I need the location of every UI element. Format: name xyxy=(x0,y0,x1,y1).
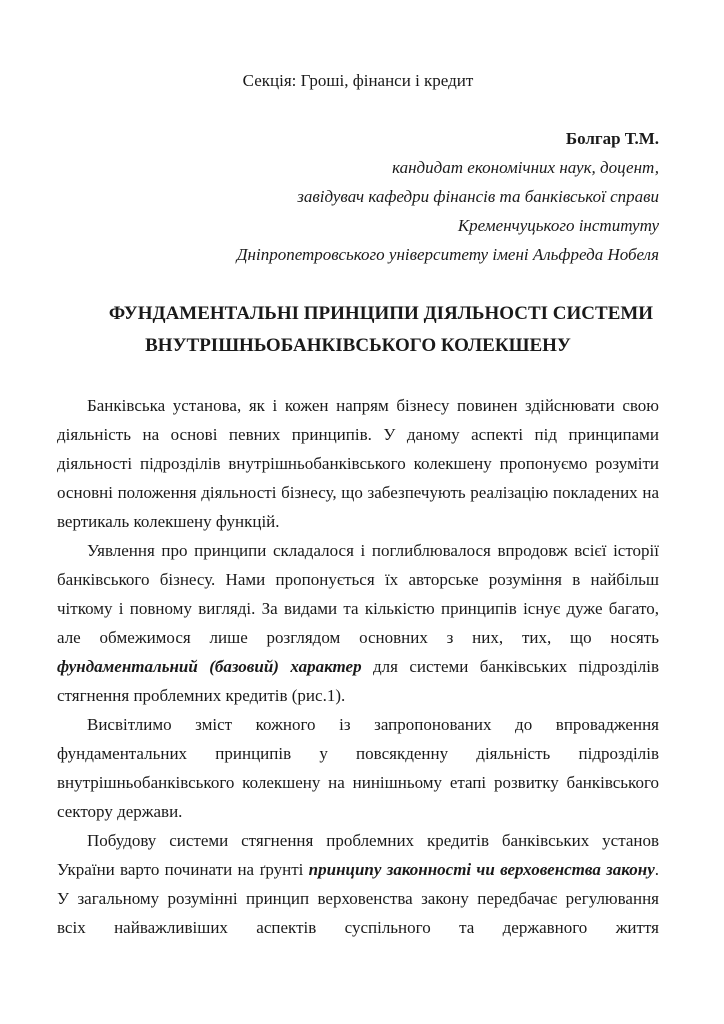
blank-line xyxy=(57,362,659,391)
paragraph-text: для системи банківських підрозділів стягнення проблемних кредитів (рис.1). xyxy=(57,657,659,705)
author-block xyxy=(57,124,659,269)
document-title: ФУНДАМЕНТАЛЬНІ ПРИНЦИПИ ДІЯЛЬНОСТІ СИСТЕМИ ВНУТРІШНЬОБАНКІВСЬКОГО КОЛЕКШЕНУ xyxy=(108,303,654,356)
author-credential-degree: кандидат економічних наук, доцент, xyxy=(392,158,659,177)
emphasized-phrase: фундаментальний (базовий) характер xyxy=(57,657,362,676)
author-name: Болгар Т.М. xyxy=(565,129,659,148)
paragraph-text: Уявлення про принципи складалося і поглиблювалося впродовж всієї історії банківського бізнесу. Нами пропонується їх авторське розуміння в найбільш чіткому і повному вигляді. За видами та кількістю принципів існує дуже багато, але обмежимося лише розглядом основних з них, тих, що носять xyxy=(57,541,659,647)
paragraph-text: Побудову системи стягнення проблемних кредитів банківських установ України варто починати на ґрунті xyxy=(57,831,659,879)
author-credential-institute: Кременчуцького інституту xyxy=(457,216,659,235)
emphasized-phrase: принципу законності чи верховенства закону xyxy=(308,860,655,879)
document-body xyxy=(57,391,659,942)
paragraph-3 xyxy=(57,710,659,826)
paragraph-text: Висвітлимо зміст кожного із запропонованих до впровадження фундаментальних принципів у повсякденну діяльність підрозділів внутрішньобанківського колекшену на нинішньому етапі розвитку банківського сектору держави. xyxy=(57,715,659,821)
blank-line xyxy=(57,95,659,124)
paragraph-2 xyxy=(57,536,659,710)
paragraph-text: Банківська установа, як і кожен напрям бізнесу повинен здійснювати свою діяльність на основі певних принципів. У даному аспекті під принципами діяльності підрозділів внутрішньобанківського колекшену пропонуємо розуміти основні положення діяльності бізнесу, що забезпечують реалізацію покладених на вертикаль колекшену функцій. xyxy=(57,396,659,531)
paragraph-4 xyxy=(57,826,659,942)
blank-line xyxy=(57,269,659,298)
section-heading: Секція: Гроші, фінанси і кредит xyxy=(242,71,474,90)
author-credential-university: Дніпропетровського університету імені Альфреда Нобеля xyxy=(236,245,659,264)
paragraph-1 xyxy=(57,391,659,536)
author-credential-position: завідувач кафедри фінансів та банківської справи xyxy=(297,187,659,206)
paragraph-text: . У загальному розумінні принцип верховенства закону передбачає регулювання всіх найважливіших аспектів суспільного та державного життя xyxy=(57,860,659,937)
